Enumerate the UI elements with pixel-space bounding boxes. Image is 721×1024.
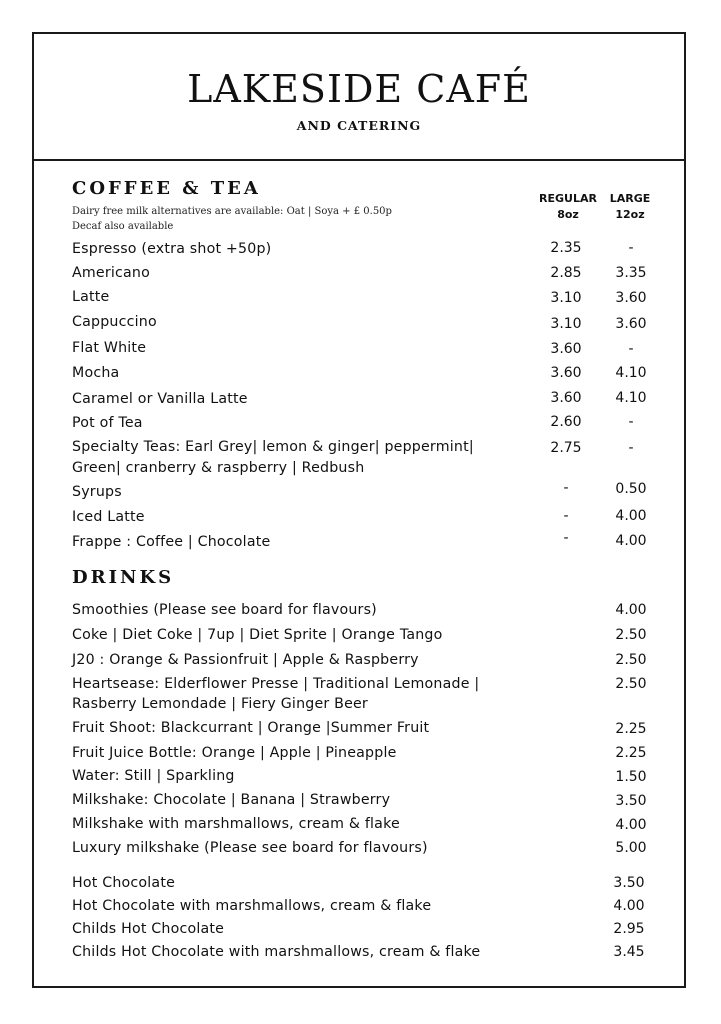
- col-large-label: LARGE: [609, 192, 651, 205]
- drinks-item-price: 2.95: [613, 921, 645, 937]
- drinks-item-name: Milkshake with marshmallows, cream & flake: [72, 816, 400, 832]
- coffee-item-regular: 3.60: [550, 390, 582, 406]
- drinks-item-price: 2.50: [615, 676, 647, 692]
- drinks-item-name-line2: Rasberry Lemondade | Fiery Ginger Beer: [72, 696, 368, 712]
- coffee-item-large: 3.35: [615, 265, 647, 281]
- coffee-item-regular: -: [563, 480, 569, 496]
- drinks-item-price: 2.50: [615, 652, 647, 668]
- drinks-item-name: Childs Hot Chocolate with marshmallows, cream & flake: [72, 944, 481, 960]
- coffee-item-regular: -: [563, 530, 569, 546]
- drinks-item-name: J20 : Orange & Passionfruit | Apple & Raspberry: [72, 652, 419, 668]
- drinks-item-name: Childs Hot Chocolate: [72, 921, 225, 937]
- drinks-item-name: Hot Chocolate with marshmallows, cream & flake: [72, 898, 432, 914]
- coffee-item-large: 4.00: [615, 508, 647, 524]
- coffee-item-name: Mocha: [72, 365, 120, 381]
- coffee-item-large: -: [628, 341, 634, 357]
- drinks-item-name: Heartsease: Elderflower Presse | Traditional Lemonade |: [72, 676, 480, 692]
- coffee-item-name: Syrups: [72, 484, 122, 500]
- col-regular-size: 8oz: [557, 208, 579, 221]
- drinks-item-name: Coke | Diet Coke | 7up | Diet Sprite | Orange Tango: [72, 627, 443, 643]
- coffee-item-large: -: [628, 414, 634, 430]
- drinks-item-price: 3.50: [615, 793, 647, 809]
- coffee-item-large: 4.10: [615, 365, 647, 381]
- decaf-note: Decaf also available: [72, 221, 174, 232]
- coffee-item-regular: 2.75: [550, 440, 582, 456]
- drinks-item-name: Milkshake: Chocolate | Banana | Strawberry: [72, 792, 391, 808]
- dairy-free-note: Dairy free milk alternatives are available: Oat | Soya + £ 0.50p: [72, 206, 392, 217]
- drinks-item-price: 3.45: [613, 944, 645, 960]
- coffee-item-large: 0.50: [615, 481, 647, 497]
- drinks-item-price: 5.00: [615, 840, 647, 856]
- drinks-item-price: 2.25: [615, 745, 647, 761]
- col-large-size: 12oz: [615, 208, 645, 221]
- coffee-item-name: Espresso (extra shot +50p): [72, 241, 272, 257]
- coffee-item-regular: 2.60: [550, 414, 582, 430]
- drinks-item-price: 3.50: [613, 875, 645, 891]
- coffee-item-name: Americano: [72, 265, 150, 281]
- drinks-section-title: DRINKS: [72, 567, 175, 588]
- drinks-item-price: 4.00: [615, 817, 647, 833]
- col-large-header: [603, 191, 657, 223]
- coffee-item-name: Frappe : Coffee | Chocolate: [72, 534, 271, 550]
- cafe-title: LAKESIDE CAFÉ: [187, 67, 531, 111]
- coffee-item-large: -: [628, 240, 634, 256]
- coffee-item-name: Flat White: [72, 340, 147, 356]
- drinks-item-price: 4.00: [615, 602, 647, 618]
- coffee-item-name: Cappuccino: [72, 314, 157, 330]
- drinks-item-name: Water: Still | Sparkling: [72, 768, 235, 784]
- coffee-item-large: 4.10: [615, 390, 647, 406]
- coffee-item-regular: 2.85: [550, 265, 582, 281]
- coffee-section-title: COFFEE & TEA: [72, 178, 261, 199]
- drinks-item-name: Smoothies (Please see board for flavours): [72, 602, 377, 618]
- coffee-item-name: Latte: [72, 289, 110, 305]
- coffee-item-name: Caramel or Vanilla Latte: [72, 391, 248, 407]
- coffee-item-large: 3.60: [615, 290, 647, 306]
- drinks-item-name: Fruit Juice Bottle: Orange | Apple | Pineapple: [72, 745, 397, 761]
- col-regular-label: REGULAR: [539, 192, 597, 205]
- coffee-item-large: 3.60: [615, 316, 647, 332]
- coffee-item-name: Iced Latte: [72, 509, 145, 525]
- coffee-item-name: Pot of Tea: [72, 415, 143, 431]
- coffee-item-regular: -: [563, 508, 569, 524]
- col-regular-header: [536, 191, 600, 223]
- coffee-item-large: 4.00: [615, 533, 647, 549]
- drinks-item-name: Luxury milkshake (Please see board for flavours): [72, 840, 428, 856]
- drinks-item-price: 2.50: [615, 627, 647, 643]
- coffee-item-regular: 2.35: [550, 240, 582, 256]
- drinks-item-price: 2.25: [615, 721, 647, 737]
- drinks-item-price: 4.00: [613, 898, 645, 914]
- coffee-item-regular: 3.60: [550, 365, 582, 381]
- coffee-item-large: -: [628, 440, 634, 456]
- coffee-item-regular: 3.10: [550, 290, 582, 306]
- drinks-item-name: Hot Chocolate: [72, 875, 176, 891]
- coffee-item-regular: 3.10: [550, 316, 582, 332]
- cafe-subtitle: AND CATERING: [296, 118, 422, 133]
- coffee-item-regular: 3.60: [550, 341, 582, 357]
- drinks-item-name: Fruit Shoot: Blackcurrant | Orange |Summer Fruit: [72, 720, 430, 736]
- drinks-item-price: 1.50: [615, 769, 647, 785]
- menu-header: [34, 34, 684, 161]
- coffee-item-name-line2: Green| cranberry & raspberry | Redbush: [72, 460, 365, 476]
- coffee-item-name: Specialty Teas: Earl Grey| lemon & ginger| peppermint|: [72, 439, 474, 455]
